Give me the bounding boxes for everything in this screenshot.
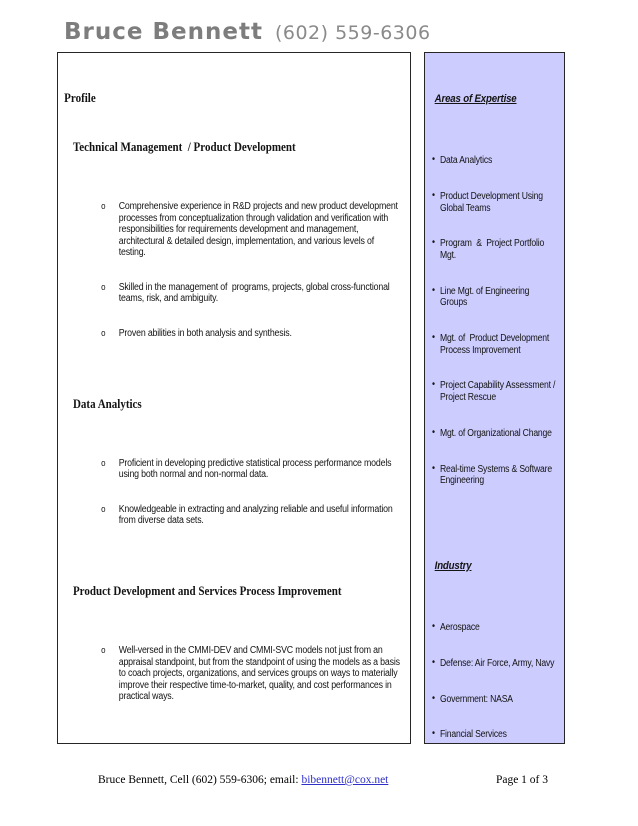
resume-sidebar-panel [424,52,565,744]
list-item: • Real-time Systems & Software Engineering [431,464,558,487]
footer-contact: Bruce Bennett, Cell (602) 559-6306; email: bibennett@cox.net [98,774,389,786]
heading-technical-management: Technical Management / Product Development [72,140,296,154]
industry-list [431,599,558,744]
process-improvement-bullets [64,622,402,726]
list-item: • Line Mgt. of Engineering Groups [431,286,558,309]
email-link[interactable]: bibennett@cox.net [301,774,389,786]
resume-sidebar-content [425,53,563,744]
profile-title: Profile [64,90,96,105]
heading-process-improvement: Product Development and Services Process Improvement [72,584,342,598]
bullet-item: o Proven abilities in both analysis and synthesis. [64,328,402,340]
list-item: • Data Analytics [431,155,558,167]
list-item: • Program & Project Portfolio Mgt. [431,238,558,261]
bullet-item: o Comprehensive experience in R&D projects and new product development processes from conceptualization through validation and verification with responsibilities for requirements development and management, architectural & detailed design, implementation, and various levels of testing. [64,201,402,259]
page-number: Page 1 of 3 [495,774,548,786]
bullet-item: o Well-versed in the CMMI-DEV and CMMI-SVC models not just from an appraisal standpoint, but from the standpoint of using the models as a basis to coach projects, organizations, and services groups on ways to materially improve their respective time-to-market, quality, and cost performances in practical ways. [64,645,402,703]
list-item: • Defense: Air Force, Army, Navy [431,658,558,670]
resume-body-panel [57,52,411,744]
list-item: • Project Capability Assessment / Project Rescue [431,380,558,403]
list-item: • Product Development Using Global Teams [431,191,558,214]
bullet-item: o Proficient in developing predictive statistical process performance models using both normal and non-normal data. [64,458,402,481]
bullet-item: o Skilled in the management of programs, projects, global cross-functional teams, risk, and ambiguity. [64,282,402,305]
resume-body-content [58,53,409,744]
bullet-item: o Knowledgeable in extracting and analyzing reliable and useful information from diverse data sets. [64,504,402,527]
technical-management-bullets [64,178,402,362]
person-name: Bruce Bennett [64,19,263,45]
list-item: • Government: NASA [431,694,558,706]
list-item: • Aerospace [431,622,558,634]
sidebar-title-industry: Industry [434,559,472,572]
sidebar-title-expertise: Areas of Expertise [434,92,517,105]
list-item: • Mgt. of Product Development Process Improvement [431,333,558,356]
list-item: • Financial Services [431,729,558,741]
page-header [64,19,431,45]
heading-data-analytics: Data Analytics [72,396,142,411]
data-analytics-bullets [64,435,402,550]
expertise-list [431,132,558,511]
page-footer [98,774,548,786]
list-item: • Mgt. of Organizational Change [431,428,558,440]
person-phone: (602) 559-6306 [274,22,431,44]
